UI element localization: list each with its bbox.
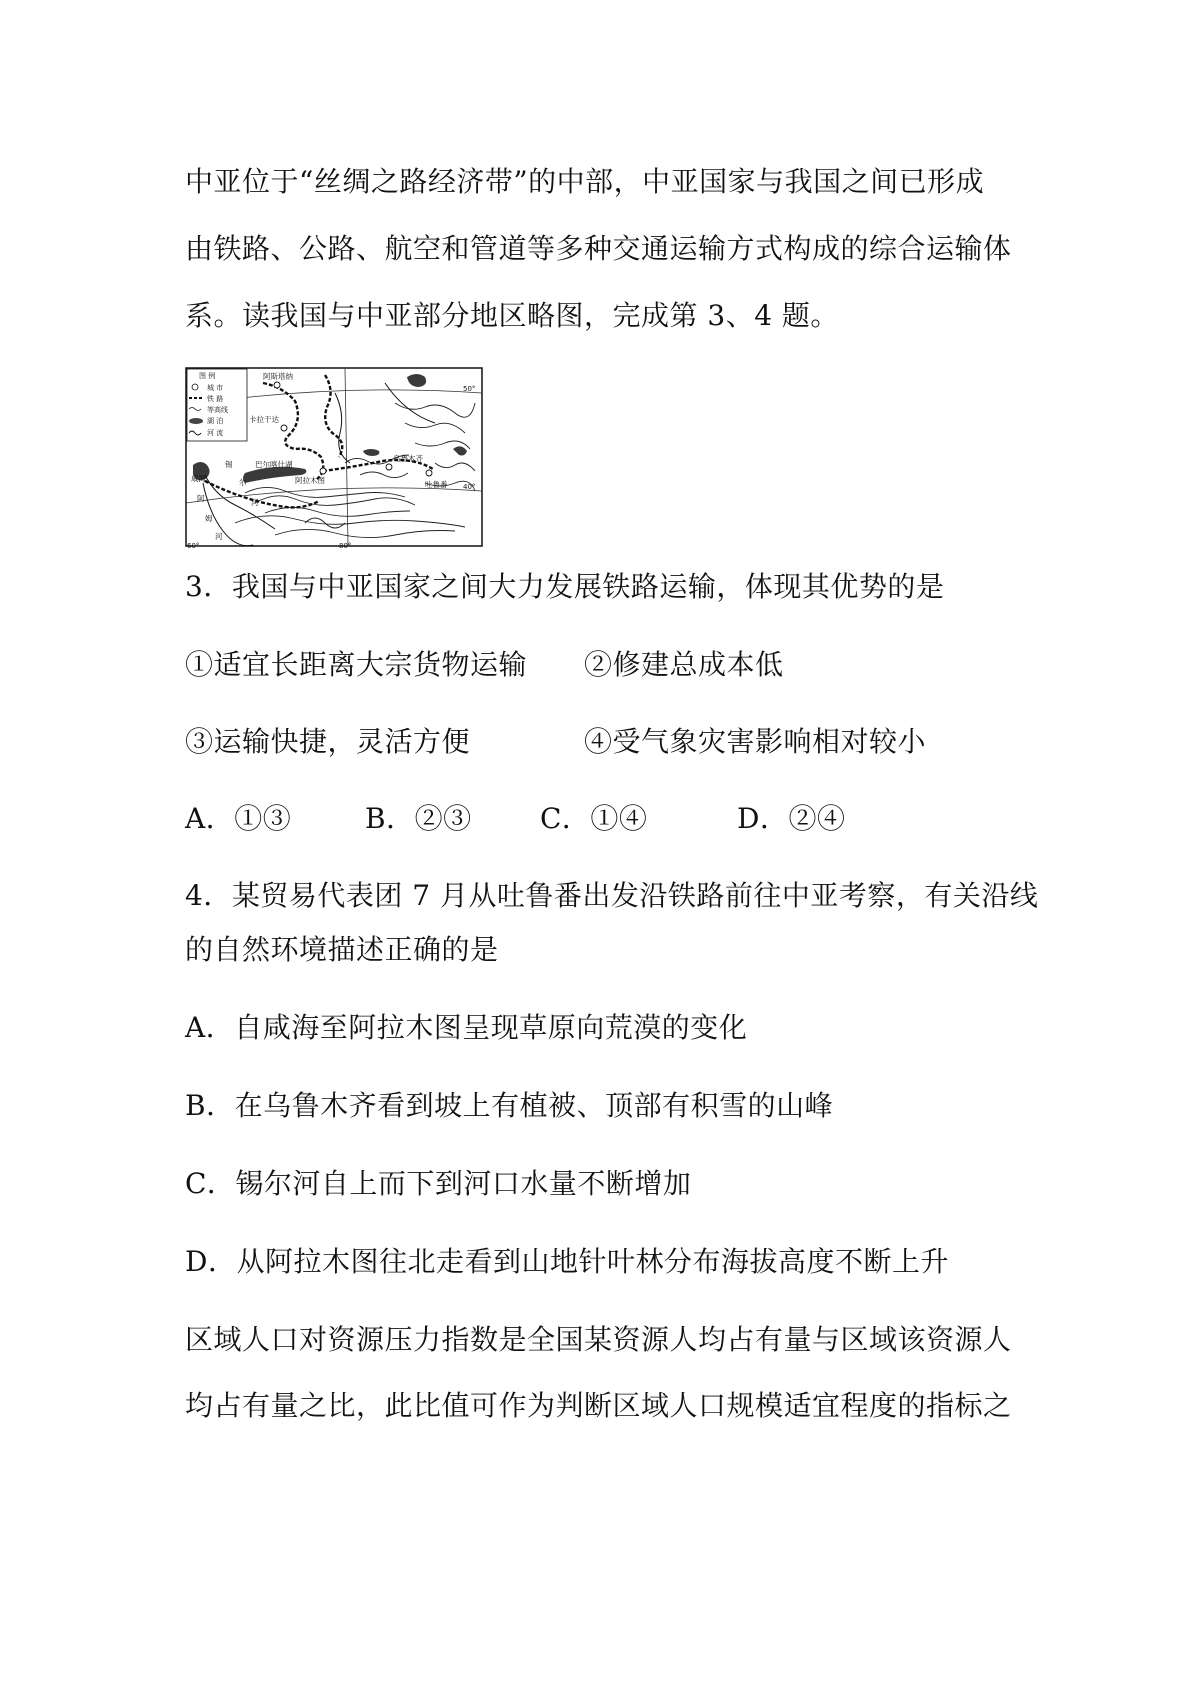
label-balkhash: 巴尔喀什湖 — [255, 460, 293, 469]
q3-option-2: ②修建总成本低 — [584, 648, 784, 681]
label-syr-1: 锡 — [225, 460, 233, 469]
legend-city: 城 市 — [207, 384, 224, 392]
label-amu-3: 河 — [215, 532, 223, 541]
legend-title: 图 例 — [199, 372, 216, 380]
label-karaganda: 卡拉干达 — [249, 415, 279, 424]
map-legend — [187, 369, 247, 441]
q3-choice-b: B．②③ — [365, 802, 472, 835]
q3-option-1: ①适宜长距离大宗货物运输 — [185, 648, 528, 681]
label-syr-3: 河 — [251, 498, 259, 507]
label-syr-2: 尔 — [239, 478, 247, 487]
label-lat-40: 40° — [463, 483, 476, 491]
intro-line-1: 中亚位于“丝绸之路经济带”的中部，中亚国家与我国之间已形成 — [185, 165, 985, 198]
legend-river: 河 流 — [207, 429, 224, 437]
outro-line-2: 均占有量之比，此比值可作为判断区域人口规模适宜程度的指标之 — [185, 1389, 1012, 1422]
q4-stem-line-2: 的自然环境描述正确的是 — [185, 933, 499, 966]
q3-option-4: ④受气象灾害影响相对较小 — [584, 725, 927, 758]
label-lon-80: 80° — [339, 542, 352, 549]
label-lon-60: 60° — [187, 542, 200, 549]
label-almaty: 阿拉木图 — [295, 476, 325, 485]
q4-stem-line-1: 4．某贸易代表团 7 月从吐鲁番出发沿铁路前往中亚考察，有关沿线 — [185, 879, 1039, 912]
label-urumqi: 乌鲁木齐 — [393, 454, 423, 463]
q3-option-3: ③运输快捷，灵活方便 — [185, 725, 471, 758]
label-astana: 阿斯塔纳 — [263, 372, 293, 381]
q3-stem: 3．我国与中亚国家之间大力发展铁路运输，体现其优势的是 — [185, 570, 945, 603]
intro-line-3: 系。读我国与中亚部分地区略图，完成第 3、4 题。 — [185, 299, 839, 332]
legend-lake: 湖 泊 — [207, 417, 224, 425]
label-aral: 咸海 — [191, 474, 206, 483]
legend-railway: 铁 路 — [207, 395, 224, 403]
q4-choice-d: D．从阿拉木图往北走看到山地针叶林分布海拔高度不断上升 — [185, 1245, 949, 1278]
q3-choice-c: C．①④ — [540, 802, 648, 835]
intro-line-2: 由铁路、公路、航空和管道等多种交通运输方式构成的综合运输体 — [185, 232, 1012, 265]
label-amu-1: 阿 — [197, 494, 205, 503]
outro-line-1: 区域人口对资源压力指数是全国某资源人均占有量与区域该资源人 — [185, 1323, 1012, 1356]
legend-contour: 等高线 — [207, 406, 228, 414]
q3-choice-a: A．①③ — [185, 802, 292, 835]
label-turpan: 吐鲁番 — [425, 480, 448, 489]
label-amu-2: 姆 — [205, 514, 213, 523]
q4-choice-b: B．在乌鲁木齐看到坡上有植被、顶部有积雪的山峰 — [185, 1089, 834, 1122]
q4-choice-c: C．锡尔河自上而下到河口水量不断增加 — [185, 1167, 692, 1200]
central-asia-map — [185, 363, 483, 549]
q4-choice-a: A．自咸海至阿拉木图呈现草原向荒漠的变化 — [185, 1011, 748, 1044]
q3-choice-d: D．②④ — [737, 802, 846, 835]
label-lat-50: 50° — [463, 385, 476, 393]
